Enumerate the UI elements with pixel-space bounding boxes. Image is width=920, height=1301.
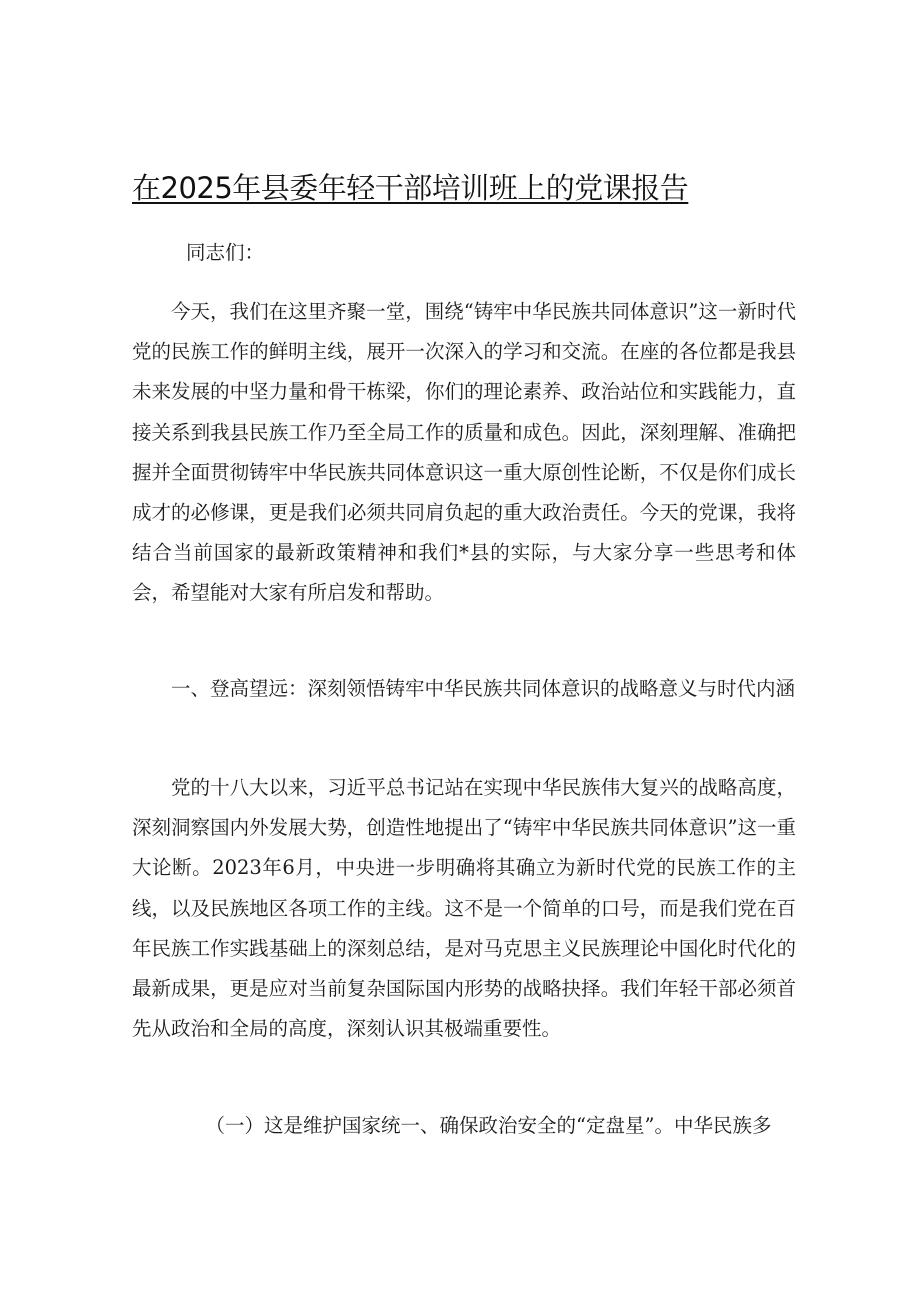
section-1-paragraph: 党的十八大以来，习近平总书记站在实现中华民族伟大复兴的战略高度，深刻洞察国内外发展大势，创造性地提出了“铸牢中华民族共同体意识”这一重大论断。2023年6月，中央进一步明确将其确立为新时代党的民族工作的主线，以及民族地区各项工作的主线。这不是一个简单的口号，而是我们党在百年民族工作实践基础上的深刻总结，是对马克思主义民族理论中国化时代化的最新成果，更是应对当前复杂国际国内形势的战略抉择。我们年轻干部必须首先从政治和全局的高度，深刻认识其极端重要性。 <box>132 776 796 1041</box>
salutation: 同志们： <box>186 241 265 264</box>
opening-paragraph: 今天，我们在这里齐聚一堂，围绕“铸牢中华民族共同体意识”这一新时代党的民族工作的鲜明主线，展开一次深入的学习和交流。在座的各位都是我县未来发展的中坚力量和骨干栋梁，你们的理论素养、政治站位和实践能力，直接关系到我县民族工作乃至全局工作的质量和成色。因此，深刻理解、准确把握并全面贯彻铸牢中华民族共同体意识这一重大原创性论断，不仅是你们成长成才的必修课，更是我们必须共同肩负起的重大政治责任。今天的党课，我将结合当前国家的最新政策精神和我们*县的实际，与大家分享一些思考和体会，希望能对大家有所启发和帮助。 <box>132 300 796 605</box>
document-title: 在2025年县委年轻干部培训班上的党课报告 <box>132 171 689 205</box>
section-heading-1: 一、登高望远：深刻领悟铸牢中华民族共同体意识的战略意义与时代内涵 <box>171 677 796 700</box>
subsection-paragraph-1: （一）这是维护国家统一、确保政治安全的“定盘星”。中华民族多 <box>205 1114 772 1137</box>
